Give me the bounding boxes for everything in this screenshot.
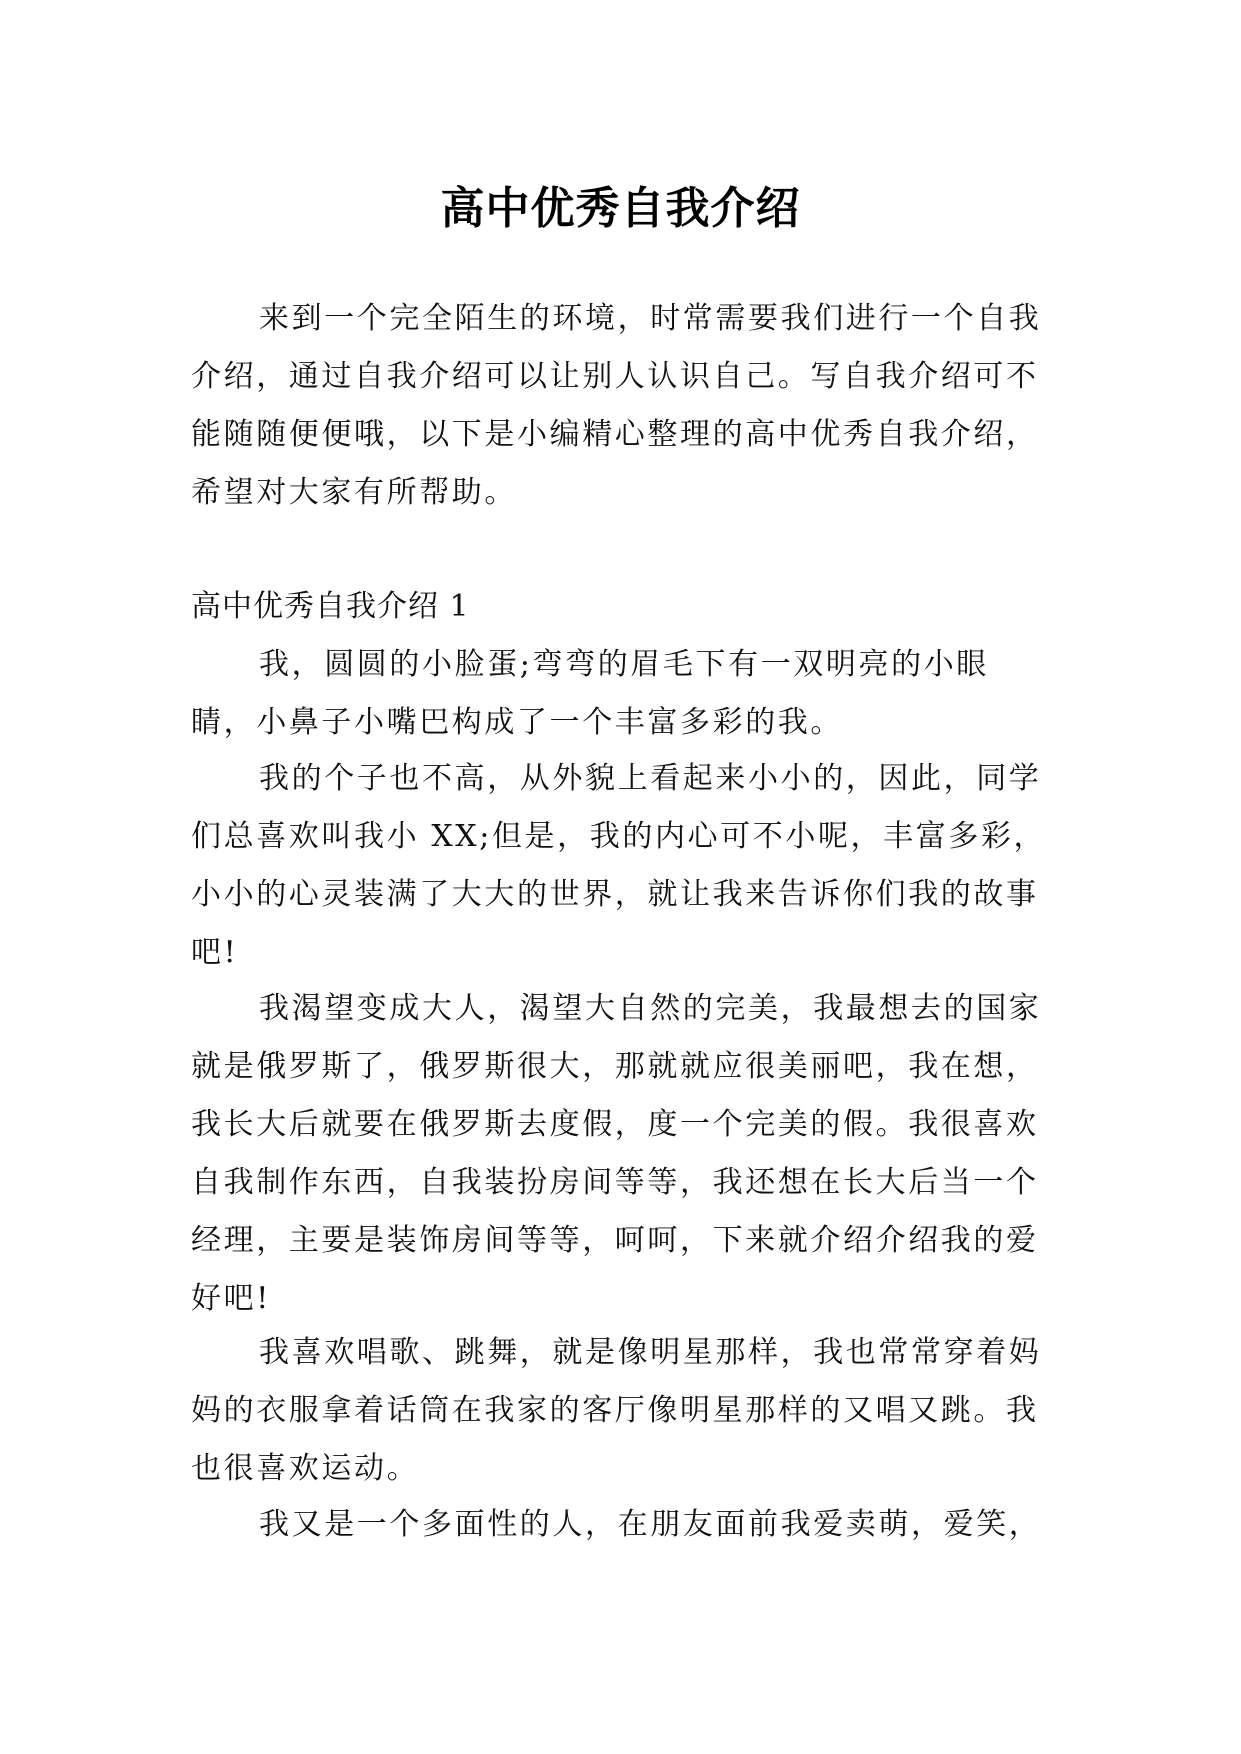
intro-paragraph: 来到一个完全陌生的环境，时常需要我们进行一个自我介绍，通过自我介绍可以让别人认识自己。写自我介绍可不能随随便便哦，以下是小编精心整理的高中优秀自我介绍，希望对大家有所帮助。 [191,301,1042,510]
body-paragraph-1: 我，圆圆的小脸蛋;弯弯的眉毛下有一双明亮的小眼睛，小鼻子小嘴巴构成了一个丰富多彩的我。 [191,647,989,740]
body-paragraph-4: 我喜欢唱歌、跳舞，就是像明星那样，我也常常穿着妈妈的衣服拿着话筒在我家的客厅像明星那样的又唱又跳。我也很喜欢运动。 [191,1335,1042,1486]
body-paragraph-3: 我渴望变成大人，渴望大自然的完美，我最想去的国家就是俄罗斯了，俄罗斯很大，那就就应很美丽吧，我在想，我长大后就要在俄罗斯去度假，度一个完美的假。我很喜欢自我制作东西，自我装扮房间等等，我还想在长大后当一个经理，主要是装饰房间等等，呵呵，下来就介绍介绍我的爱好吧! [191,991,1042,1316]
body-paragraph-5: 我又是一个多面性的人，在朋友面前我爱卖萌，爱笑， [259,1507,1042,1542]
body-paragraph-2: 我的个子也不高，从外貌上看起来小小的，因此，同学们总喜欢叫我小 XX;但是，我的内心可不小呢，丰富多彩，小小的心灵装满了大大的世界，就让我来告诉你们我的故事吧! [191,761,1047,970]
document-title: 高中优秀自我介绍 [440,183,801,235]
section-heading: 高中优秀自我介绍 1 [191,589,470,624]
